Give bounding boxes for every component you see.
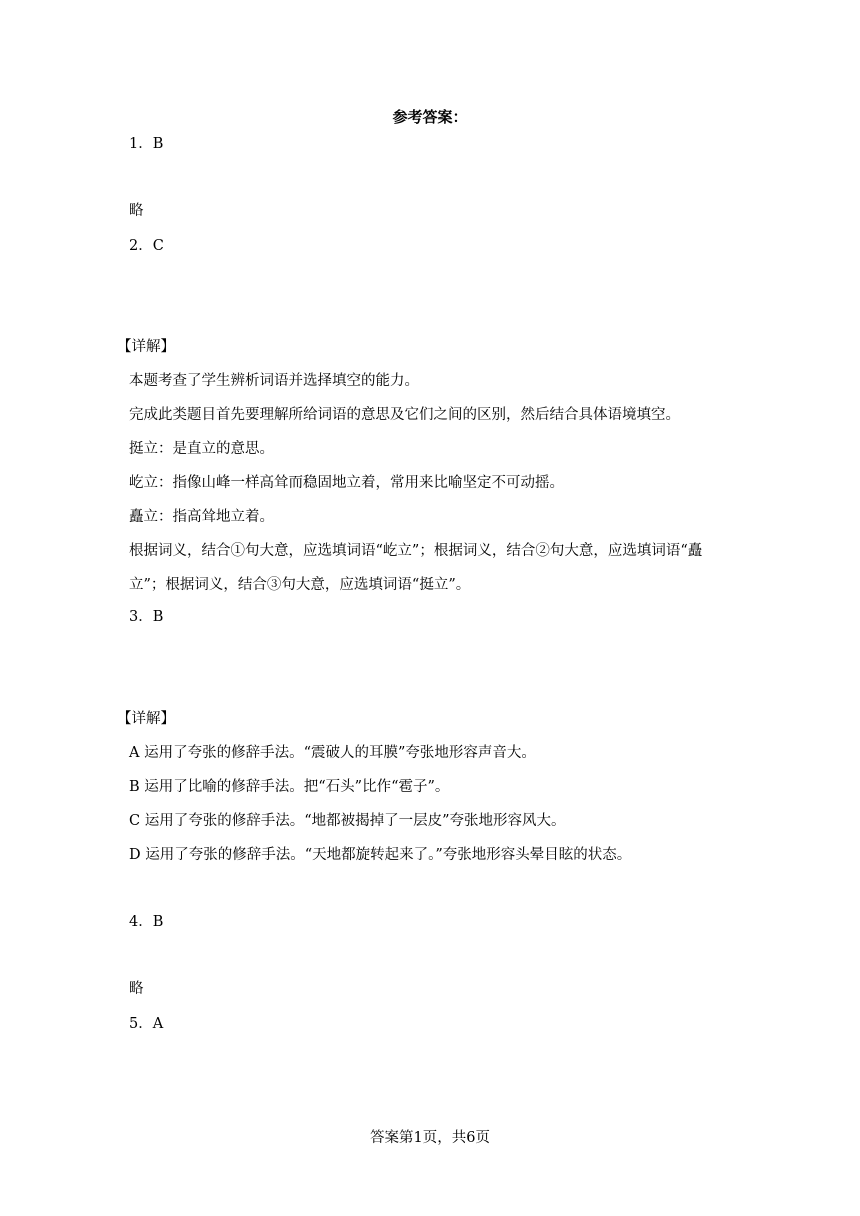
q2-detail-line: 完成此类题目首先要理解所给词语的意思及它们之间的区别，然后结合具体语境填空。 xyxy=(129,407,680,423)
q2-detail-line: 根据词义，结合①句大意，应选填词语“屹立”；根据词义，结合②句大意，应选填词语“矗 xyxy=(129,543,703,559)
q3-detail-line: D 运用了夸张的修辞手法。“天地都旋转起来了。”夸张地形容头晕目眩的状态。 xyxy=(129,847,632,863)
q1-explanation: 略 xyxy=(129,203,144,219)
q1-answer: 1．B xyxy=(129,136,164,152)
q4-answer: 4．B xyxy=(129,914,164,930)
q3-detail-line: A 运用了夸张的修辞手法。“震破人的耳膜”夸张地形容声音大。 xyxy=(129,745,536,761)
q2-detail-line: 本题考查了学生辨析词语并选择填空的能力。 xyxy=(129,373,419,389)
page-title: 参考答案： xyxy=(392,108,468,126)
q2-detail-line: 挺立：是直立的意思。 xyxy=(129,441,274,457)
q2-detail-heading: 【详解】 xyxy=(117,339,175,355)
q2-detail-line: 屹立：指像山峰一样高耸而稳固地立着，常用来比喻坚定不可动摇。 xyxy=(129,475,564,491)
q3-detail-heading: 【详解】 xyxy=(117,711,175,727)
q4-explanation: 略 xyxy=(129,981,144,997)
q2-detail-line: 立”；根据词义，结合③句大意，应选填词语“挺立”。 xyxy=(129,577,471,593)
q3-answer: 3．B xyxy=(129,609,164,625)
q2-detail-line: 矗立：指高耸地立着。 xyxy=(129,509,274,525)
page-number-footer: 答案第1页，共6页 xyxy=(370,1130,490,1146)
q3-detail-line: B 运用了比喻的修辞手法。把“石头”比作“雹子”。 xyxy=(129,779,450,795)
q3-detail-line: C 运用了夸张的修辞手法。“地都被揭掉了一层皮”夸张地形容风大。 xyxy=(129,813,566,829)
q2-answer: 2．C xyxy=(129,238,164,254)
q5-answer: 5．A xyxy=(129,1016,164,1032)
